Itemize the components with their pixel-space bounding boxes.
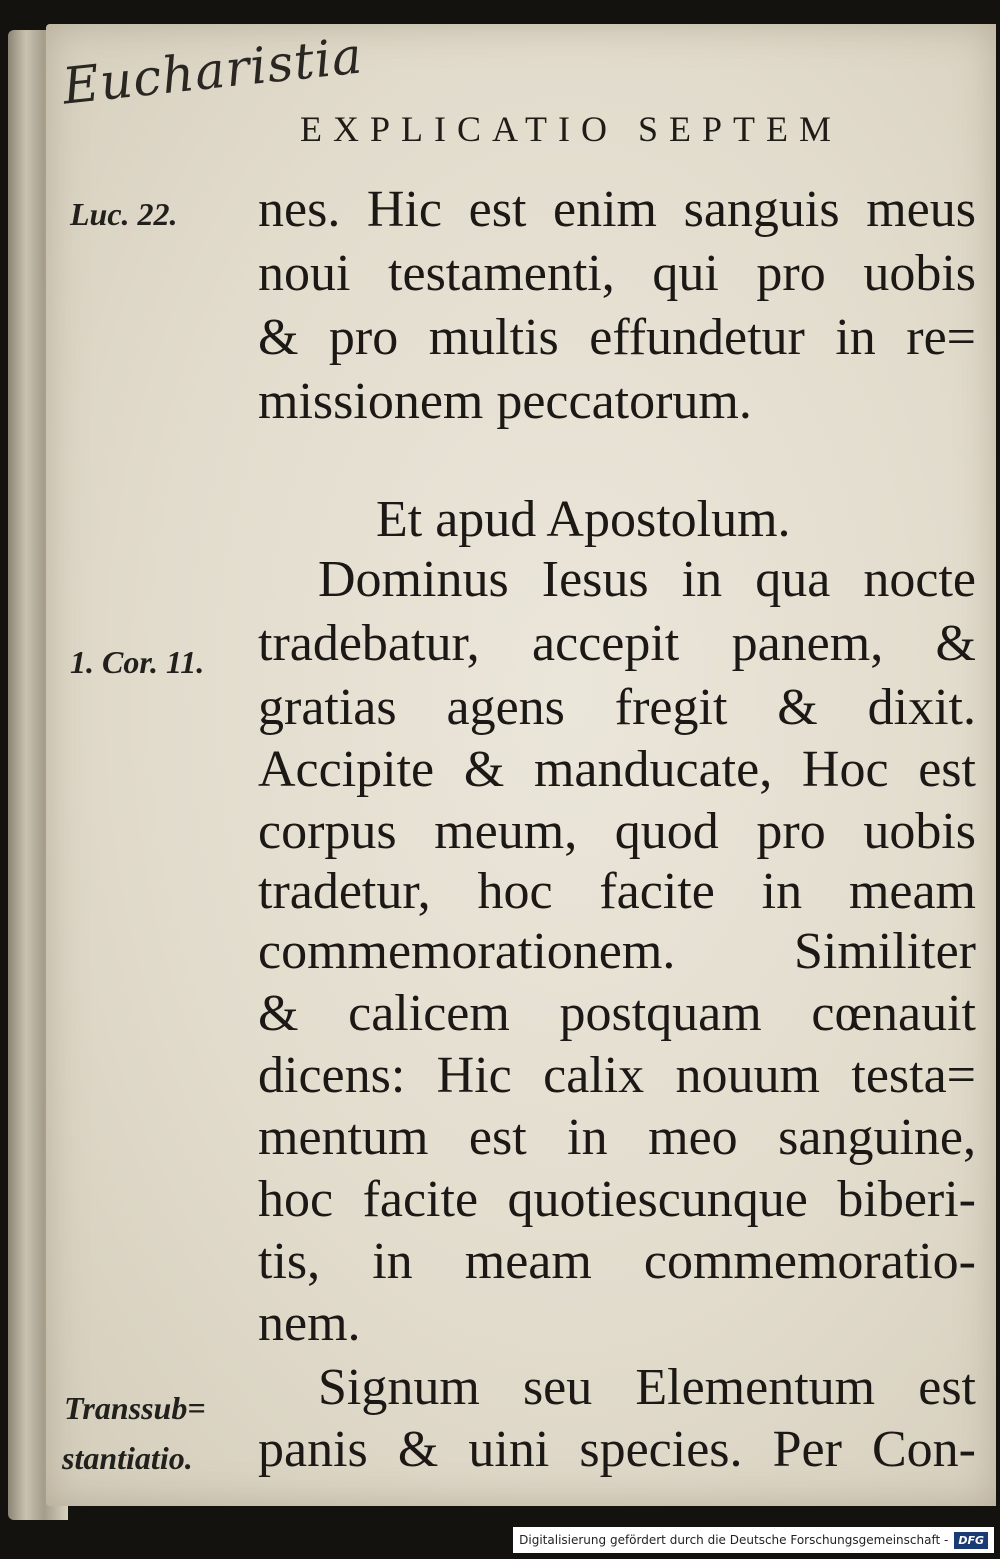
text-line: mentum est in meo sanguine, bbox=[258, 1109, 976, 1166]
text-line: panis & uini species. Per Con- bbox=[258, 1421, 976, 1478]
text-line: & calicem postquam cœnauit bbox=[258, 985, 976, 1042]
margin-note-cor: 1. Cor. 11. bbox=[70, 644, 205, 680]
text-line: & pro multis effundetur in re= bbox=[258, 309, 976, 366]
text-line: gratias agens fregit & dixit. bbox=[258, 679, 976, 736]
text-line: Signum seu Elementum est bbox=[318, 1359, 976, 1416]
text-line: tis, in meam commemoratio- bbox=[258, 1233, 976, 1290]
text-line: nem. bbox=[258, 1295, 361, 1352]
text-line: noui testamenti, qui pro uobis bbox=[258, 245, 976, 302]
section-heading: Et apud Apostolum. bbox=[376, 491, 791, 548]
text-line: dicens: Hic calix nouum testa= bbox=[258, 1047, 976, 1104]
digitization-credit bbox=[513, 1527, 994, 1553]
running-head: EXPLICATIO SEPTEM bbox=[300, 109, 843, 149]
margin-note-transsub-1: Transsub= bbox=[64, 1390, 206, 1426]
text-line: missionem peccatorum. bbox=[258, 373, 752, 430]
text-line: corpus meum, quod pro uobis bbox=[258, 803, 976, 860]
margin-note-luc: Luc. 22. bbox=[70, 196, 178, 232]
credit-text: Digitalisierung gefördert durch die Deutsche Forschungsgemeinschaft - bbox=[519, 1533, 949, 1547]
text-line: hoc facite quotiescunque biberi- bbox=[258, 1171, 976, 1228]
text-line: tradebatur, accepit panem, & bbox=[258, 615, 976, 672]
text-line: nes. Hic est enim sanguis meus bbox=[258, 181, 976, 238]
margin-note-transsub-2: stantiatio. bbox=[62, 1440, 193, 1476]
text-line: commemorationem. Similiter bbox=[258, 923, 976, 980]
handwritten-annotation: Eucharistia bbox=[59, 26, 366, 116]
text-line: Accipite & manducate, Hoc est bbox=[258, 741, 976, 798]
dfg-logo: DFG bbox=[954, 1532, 988, 1549]
text-line: Dominus Iesus in qua nocte bbox=[318, 551, 976, 608]
text-line: tradetur, hoc facite in meam bbox=[258, 863, 976, 920]
